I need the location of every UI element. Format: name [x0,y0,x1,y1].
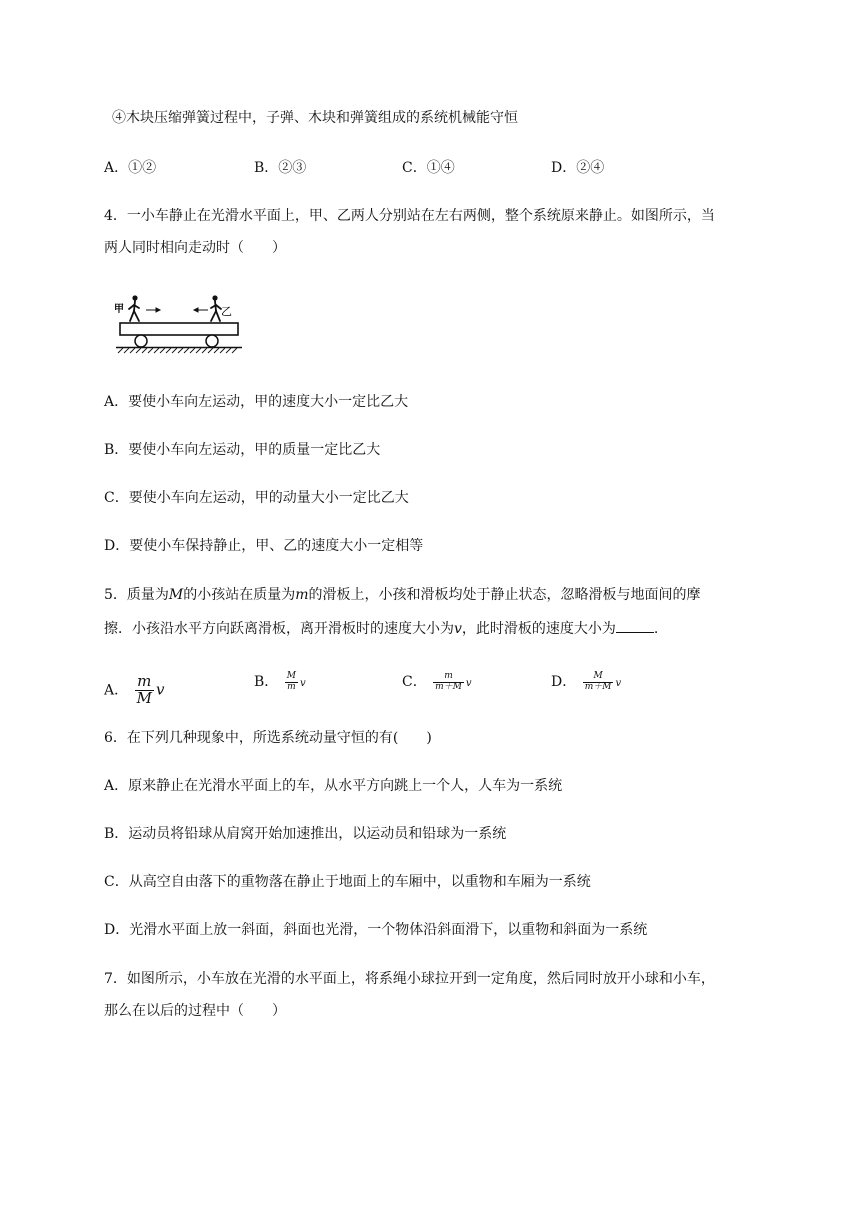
arrow-left-icon [194,308,208,312]
figure-label-yi: 乙 [221,305,232,318]
q4-stem-line-2: 两人同时相向走动时（ ） [104,240,286,256]
person-right-icon [211,295,221,321]
q3-option-a: A．①② [104,160,157,176]
answer-blank [616,618,654,633]
q5-option-b: B． $\frac{M}{m}$ v [254,671,306,692]
q6-option-a: A．原来静止在光滑水平面上的车，从水平方向跳上一个人，人车为一系统 [104,778,563,794]
q5-option-d: D． $\frac{M}{m+M}$ v [551,671,622,692]
q5-option-c: C． $\frac{m}{m+M}$ v [402,671,472,692]
q6-option-b: B．运动员将铅球从肩窝开始加速推出，以运动员和铅球为一系统 [104,826,507,842]
q3-option-b: B．②③ [254,160,307,176]
q5-option-a: A． $\frac{m}{M}$ v [104,672,165,707]
q5-options [104,668,744,707]
q3-option-c: C．①④ [402,160,455,176]
wheel-left-icon [135,335,147,347]
q4-option-d: D．要使小车保持静止，甲、乙的速度大小一定相等 [104,538,424,554]
q3-option-d: D．②④ [551,160,605,176]
cart-body [120,323,238,335]
person-left-icon [129,295,139,321]
q7-stem-line-2: 那么在以后的过程中（ ） [104,1003,286,1019]
q4-option-c: C．要使小车向左运动，甲的动量大小一定比乙大 [104,490,409,506]
q4-option-b: B．要使小车向左运动，甲的质量一定比乙大 [104,442,381,458]
q4-option-a: A．要使小车向左运动，甲的速度大小一定比乙大 [104,394,409,410]
ground-hatch [118,348,237,353]
q3-options [104,158,744,182]
q3-statement-4: ④木块压缩弹簧过程中，子弹、木块和弹簧组成的系统机械能守恒 [112,110,518,126]
q6-option-c: C．从高空自由落下的重物落在静止于地面上的车厢中，以重物和车厢为一系统 [104,874,591,890]
arrow-right-icon [146,308,160,312]
q4-stem-line-1: 4．一小车静止在光滑水平面上，甲、乙两人分别站在左右两侧，整个系统原来静止。如图所示，当 [104,208,715,224]
cart-figure [114,290,246,354]
figure-label-jia: 甲 [114,304,124,315]
q5-stem-line-2: 擦．小孩沿水平方向跃离滑板，离开滑板时的速度大小为v，此时滑板的速度大小为 . [104,618,658,639]
q6-stem: 6．在下列几种现象中，所选系统动量守恒的有( ) [104,730,432,746]
wheel-right-icon [206,335,218,347]
q7-stem-line-1: 7．如图所示，小车放在光滑的水平面上，将系绳小球拉开到一定角度，然后同时放开小球和小车， [104,971,715,987]
q6-option-d: D．光滑水平面上放一斜面，斜面也光滑，一个物体沿斜面滑下，以重物和斜面为一系统 [104,922,648,938]
q5-stem-line-1: 5．质量为M的小孩站在质量为m的滑板上，小孩和滑板均处于静止状态，忽略滑板与地面间的摩 [104,587,701,603]
